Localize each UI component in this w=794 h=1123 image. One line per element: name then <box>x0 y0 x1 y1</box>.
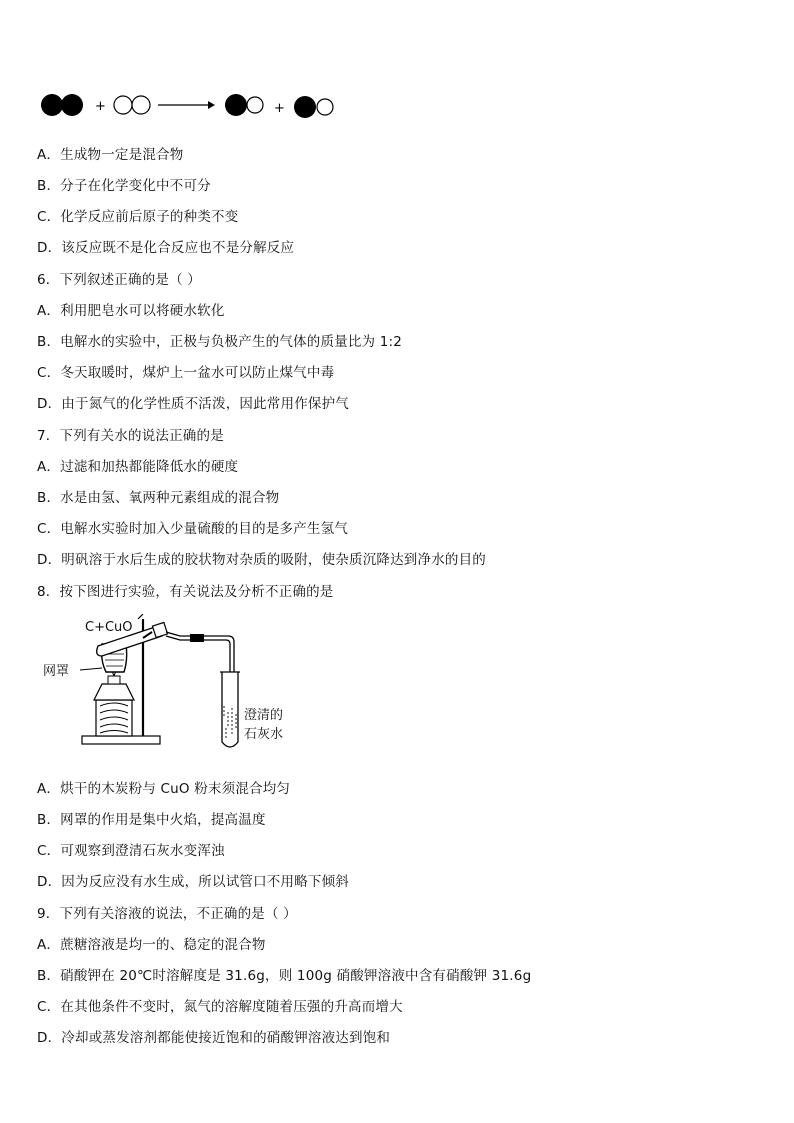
wooden-block <box>96 700 132 736</box>
q5-option-b: B．分子在化学变化中不可分 <box>37 178 211 194</box>
q9-option-b: B．硝酸钾在 20℃时溶解度是 31.6g，则 100g 硝酸钾溶液中含有硝酸钾 31.6g <box>37 968 532 984</box>
plus-sign: + <box>274 101 285 116</box>
q9-option-c: C．在其他条件不变时，氮气的溶解度随着压强的升高而增大 <box>37 999 403 1015</box>
q6-option-a: A．利用肥皂水可以将硬水软化 <box>37 303 225 319</box>
reactant-molecule-black-pair <box>41 94 83 116</box>
q9-option-a: A．蔗糖溶液是均一的、稳定的混合物 <box>37 937 266 953</box>
product-molecule-2 <box>294 96 333 118</box>
q8-option-a: A．烘干的木炭粉与 CuO 粉末须混合均匀 <box>37 781 291 797</box>
q6-option-b: B．电解水的实验中，正极与负极产生的气体的质量比为 1:2 <box>37 334 403 350</box>
q5-option-c: C．化学反应前后原子的种类不变 <box>37 209 239 225</box>
label-reactants: C+CuO <box>85 620 133 635</box>
q7-option-a: A．过滤和加热都能降低水的硬度 <box>37 459 239 475</box>
q8-option-d: D．因为反应没有水生成，所以试管口不用略下倾斜 <box>37 874 349 890</box>
q8-stem: 8．按下图进行实验，有关说法及分析不正确的是 <box>37 584 334 600</box>
q7-stem: 7．下列有关水的说法正确的是 <box>37 428 224 444</box>
q6-stem: 6．下列叙述正确的是（ ） <box>37 272 201 288</box>
q6-option-d: D．由于氮气的化学性质不活泼，因此常用作保护气 <box>37 396 349 412</box>
product-molecule-1 <box>225 94 263 116</box>
q8-option-c: C．可观察到澄清石灰水变浑浊 <box>37 843 225 859</box>
label-limewater-1: 澄清的 <box>244 708 284 723</box>
gauze-pointer <box>80 668 102 670</box>
receiving-tube <box>220 672 240 747</box>
reactant-molecule-white-pair <box>114 96 150 114</box>
q5-option-a: A．生成物一定是混合物 <box>37 147 184 163</box>
q8-option-b: B．网罩的作用是集中火焰，提高温度 <box>37 812 266 828</box>
plus-sign: + <box>95 99 106 114</box>
reaction-arrow <box>158 101 215 109</box>
q5-option-d: D．该反应既不是化合反应也不是分解反应 <box>37 240 295 256</box>
q7-option-d: D．明矾溶于水后生成的胶状物对杂质的吸附，使杂质沉降达到净水的目的 <box>37 552 486 568</box>
label-gauze: 网罩 <box>43 664 70 679</box>
q9-option-d: D．冷却或蒸发溶剂都能使接近饱和的硝酸钾溶液达到饱和 <box>37 1030 391 1046</box>
q7-option-b: B．水是由氢、氧两种元素组成的混合物 <box>37 490 280 506</box>
label-limewater-2: 石灰水 <box>244 727 284 742</box>
apparatus-figure <box>40 614 300 759</box>
q6-option-c: C．冬天取暖时，煤炉上一盆水可以防止煤气中毒 <box>37 365 335 381</box>
reaction-diagram <box>38 88 348 124</box>
q9-stem: 9．下列有关溶液的说法，不正确的是（ ） <box>37 906 297 922</box>
q7-option-c: C．电解水实验时加入少量硫酸的目的是多产生氢气 <box>37 521 349 537</box>
